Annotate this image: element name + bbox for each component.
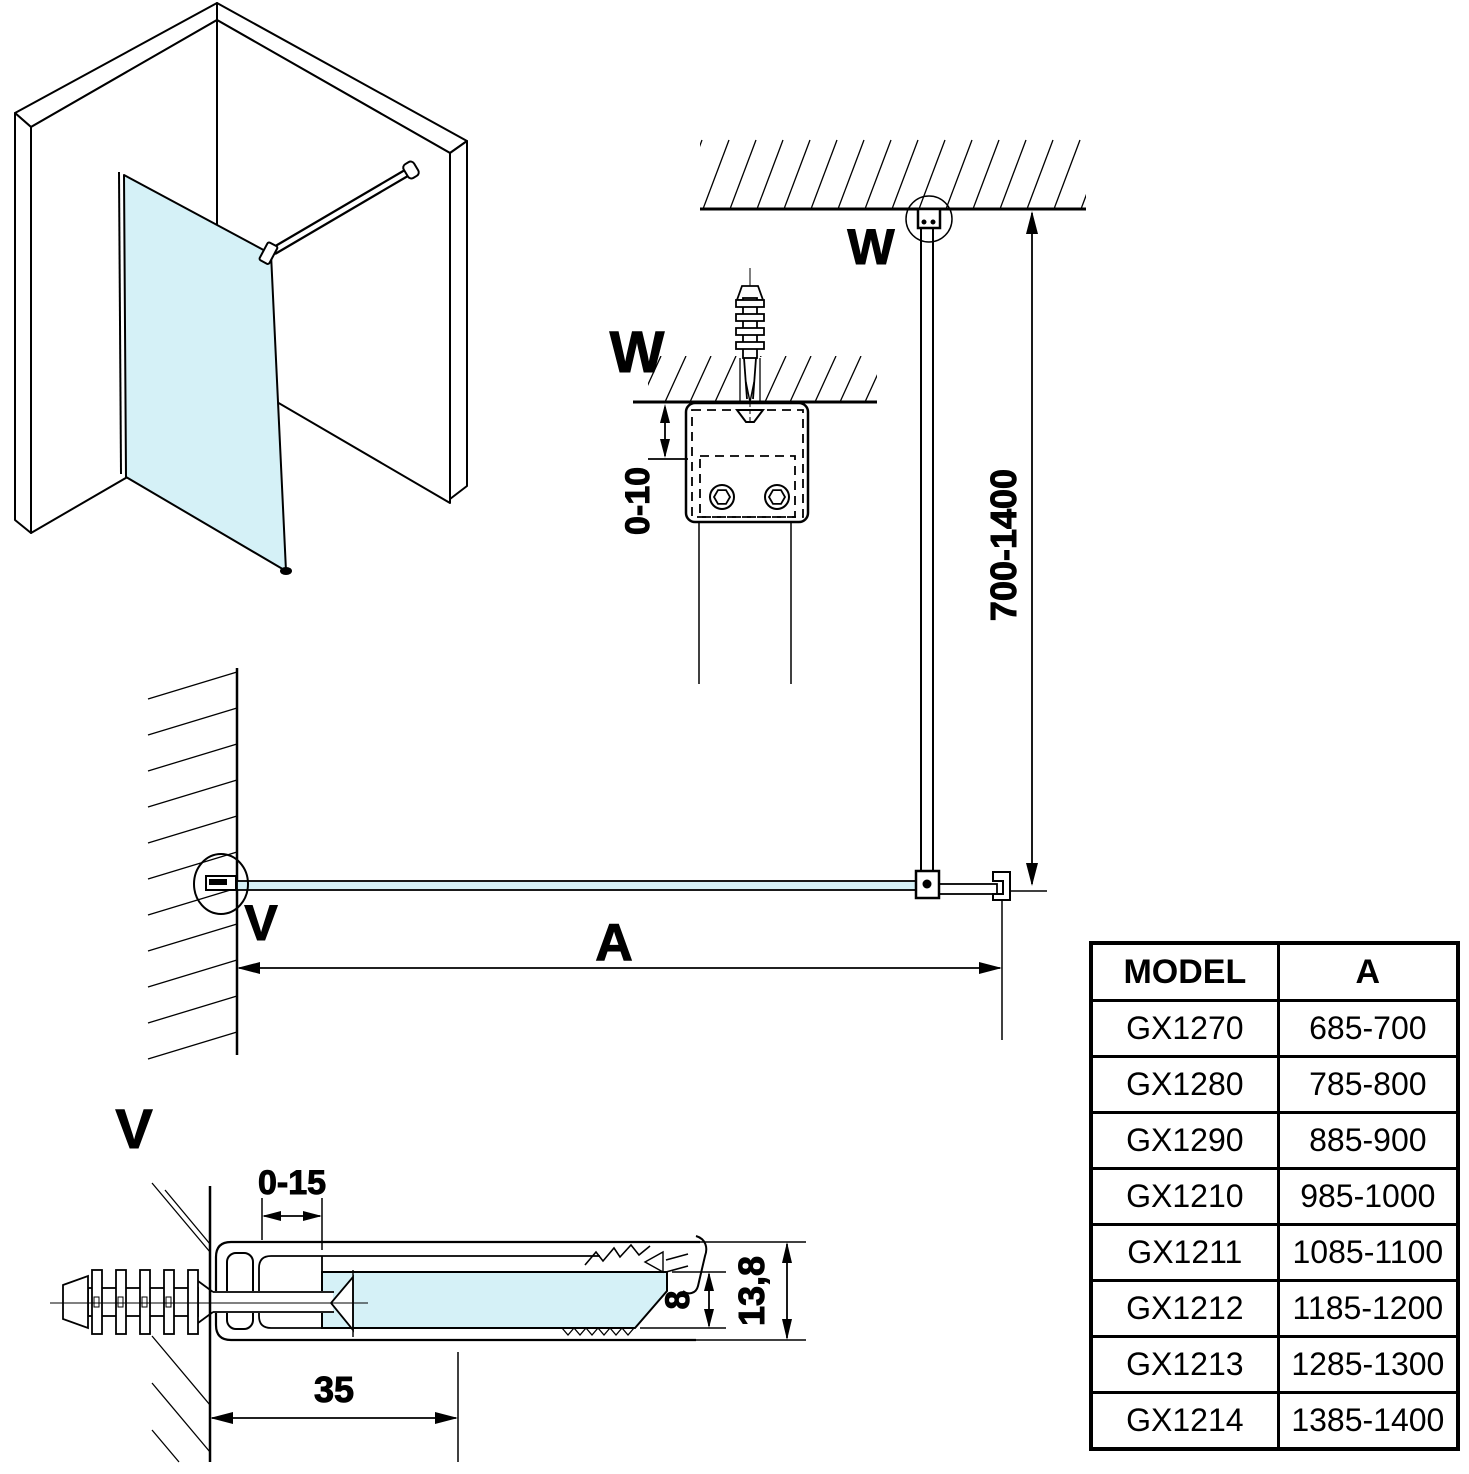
- dim-0-15: 0-15: [257, 1164, 327, 1202]
- header-model: MODEL: [1091, 943, 1278, 1001]
- left-wall-end: [15, 113, 31, 533]
- range-cell: 1285-1300: [1278, 1337, 1458, 1393]
- model-cell: GX1214: [1091, 1393, 1278, 1450]
- dim-0-10: 0-10: [619, 466, 657, 536]
- dim-35: 35: [313, 1369, 355, 1410]
- range-cell: 785-800: [1278, 1057, 1458, 1113]
- table-row: [1091, 1057, 1458, 1113]
- detail-v-section: [50, 1097, 806, 1462]
- range-cell: 685-700: [1278, 1001, 1458, 1057]
- model-cell: GX1210: [1091, 1169, 1278, 1225]
- dim-13-8: 13,8: [731, 1255, 772, 1327]
- table-row: [1091, 1001, 1458, 1057]
- model-cell: GX1212: [1091, 1281, 1278, 1337]
- detail-w-section: [610, 268, 886, 684]
- ceiling-bracket: [918, 209, 940, 228]
- table-row: [1091, 1337, 1458, 1393]
- header-a: A: [1278, 943, 1458, 1001]
- range-cell: 1085-1100: [1278, 1225, 1458, 1281]
- table-header-row: [1091, 943, 1458, 1001]
- model-cell: GX1280: [1091, 1057, 1278, 1113]
- table-row: [1091, 1393, 1458, 1450]
- range-cell: 885-900: [1278, 1113, 1458, 1169]
- model-cell: GX1270: [1091, 1001, 1278, 1057]
- table-row: [1091, 1281, 1458, 1337]
- dim-700-1400: 700-1400: [983, 468, 1024, 622]
- table-row: [1091, 1169, 1458, 1225]
- glass-floor-foot: [280, 567, 292, 575]
- dim-a: A: [595, 914, 633, 972]
- dim-8: 8: [659, 1290, 697, 1310]
- range-cell: 1385-1400: [1278, 1393, 1458, 1450]
- detail-w-top-label: W: [847, 219, 895, 275]
- detail-w-label: W: [609, 320, 665, 385]
- model-cell: GX1290: [1091, 1113, 1278, 1169]
- detail-v-plan-label: V: [244, 895, 278, 951]
- model-cell: GX1213: [1091, 1337, 1278, 1393]
- table-row: [1091, 1113, 1458, 1169]
- range-cell: 985-1000: [1278, 1169, 1458, 1225]
- range-cell: 1185-1200: [1278, 1281, 1458, 1337]
- table-row: [1091, 1225, 1458, 1281]
- right-wall-end: [450, 141, 467, 499]
- model-table: [1089, 941, 1460, 1451]
- plan-view: [148, 668, 1047, 1059]
- detail-v-label: V: [115, 1097, 153, 1160]
- glass-panel-section: [322, 1272, 667, 1328]
- glass-panel-plan: [237, 881, 937, 890]
- isometric-view: [15, 3, 467, 575]
- model-cell: GX1211: [1091, 1225, 1278, 1281]
